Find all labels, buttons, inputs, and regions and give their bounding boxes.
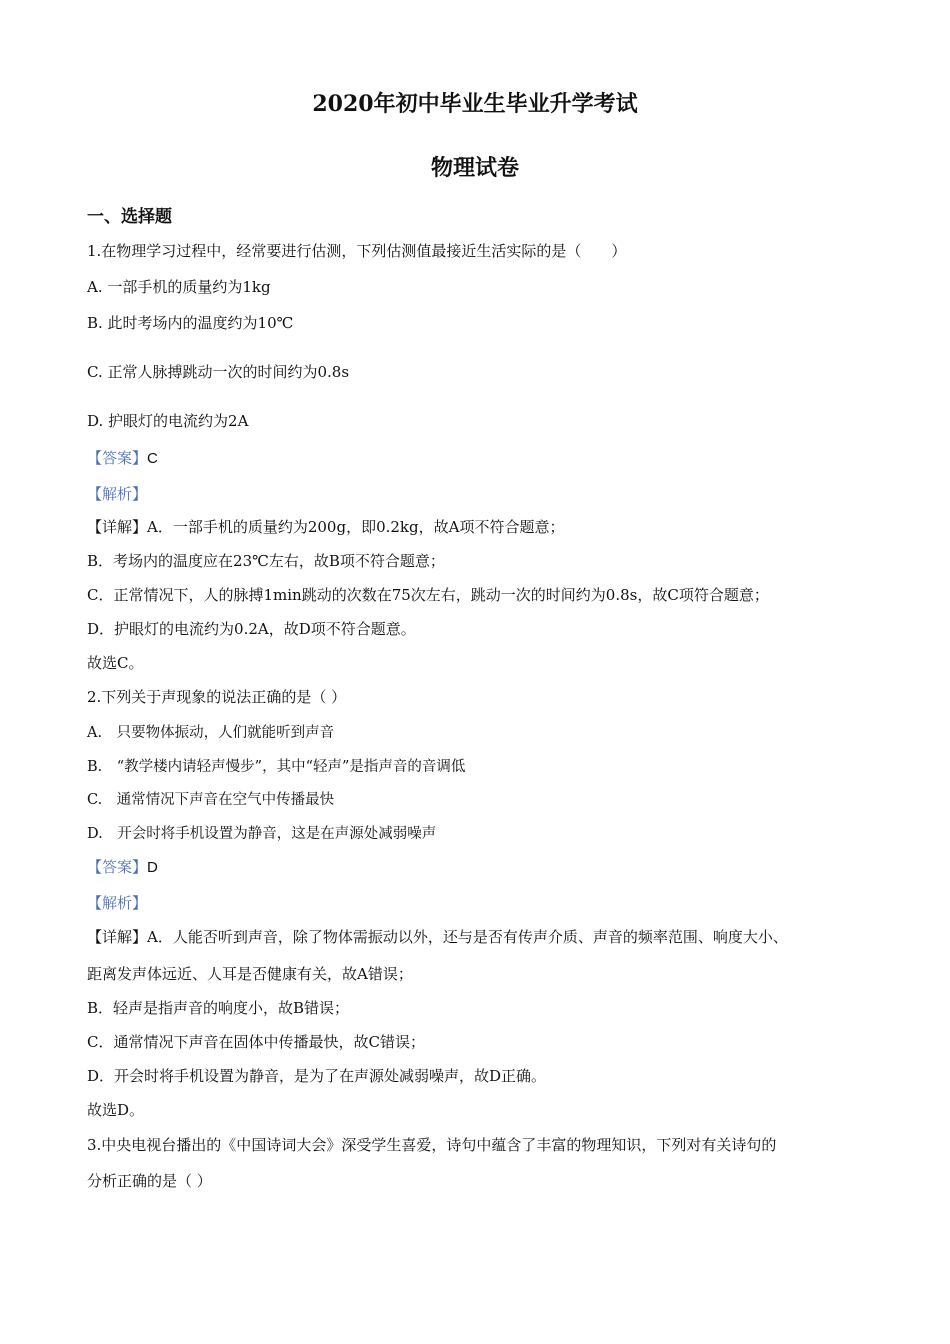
question-2-detail-line: C．通常情况下声音在固体中传播最快，故C错误； (87, 1033, 425, 1051)
question-2-stem: 2.下列关于声现象的说法正确的是（ ） (87, 688, 347, 706)
question-2-conclusion: 故选D。 (87, 1101, 145, 1119)
question-1-detail-line: 【详解】A．一部手机的质量约为200g，即0.2kg，故A项不符合题意； (87, 518, 565, 536)
question-2-detail-line: B．轻声是指声音的响度小，故B错误； (87, 999, 350, 1017)
question-3-stem-line: 分析正确的是（ ） (87, 1172, 212, 1190)
question-2-option-d: D. 开会时将手机设置为静音，这是在声源处减弱噪声 (87, 826, 437, 842)
question-2-detail-line: 距离发声体远近、人耳是否健康有关，故A错误； (87, 965, 413, 983)
question-2-detail-line: D．开会时将手机设置为静音，是为了在声源处减弱噪声，故D正确。 (87, 1067, 547, 1085)
exam-subtitle: 物理试卷 (430, 155, 519, 181)
exam-title: 2020年初中毕业生毕业升学考试 (312, 91, 638, 117)
question-1-detail-line: D．护眼灯的电流约为0.2A，故D项不符合题意。 (87, 620, 416, 638)
section-heading: 一、选择题 (87, 207, 172, 227)
question-3-stem-line: 3.中央电视台播出的《中国诗词大会》深受学生喜爱，诗句中蕴含了丰富的物理知识，下列对有关诗句的 (87, 1136, 777, 1154)
answer-tag: 【答案】 (87, 449, 148, 467)
question-1-option-c: C. 正常人脉搏跳动一次的时间约为0.8s (87, 363, 350, 381)
question-2-option-a: A. 只要物体振动，人们就能听到声音 (87, 725, 335, 741)
question-1-stem: 1.在物理学习过程中，经常要进行估测，下列估测值最接近生活实际的是（ ） (87, 242, 627, 260)
question-1-detail-line: B．考场内的温度应在23℃左右，故B项不符合题意； (87, 552, 445, 570)
answer-value: C (147, 450, 158, 467)
answer-tag: 【答案】 (87, 858, 148, 876)
question-2-option-c: C. 通常情况下声音在空气中传播最快 (87, 792, 335, 808)
question-1-option-a: A. 一部手机的质量约为1kg (87, 278, 271, 296)
question-1-option-b: B. 此时考场内的温度约为10℃ (87, 314, 294, 332)
question-1-conclusion: 故选C。 (87, 654, 144, 672)
question-2-analysis-tag: 【解析】 (87, 894, 148, 912)
question-2-option-b: B. “教学楼内请轻声慢步”，其中“轻声”是指声音的音调低 (87, 759, 466, 775)
question-1-analysis-tag: 【解析】 (87, 485, 148, 503)
answer-value: D (147, 859, 158, 876)
question-1-answer (87, 447, 158, 470)
question-1-option-d: D. 护眼灯的电流约为2A (87, 412, 249, 430)
question-2-detail-line: 【详解】A．人能否听到声音，除了物体需振动以外，还与是否有传声介质、声音的频率范围、响度大小、 (87, 928, 788, 946)
question-1-detail-line: C．正常情况下，人的脉搏1min跳动的次数在75次左右，跳动一次的时间约为0.8s，故C项符合题意； (87, 586, 769, 604)
question-2-answer (87, 856, 158, 879)
